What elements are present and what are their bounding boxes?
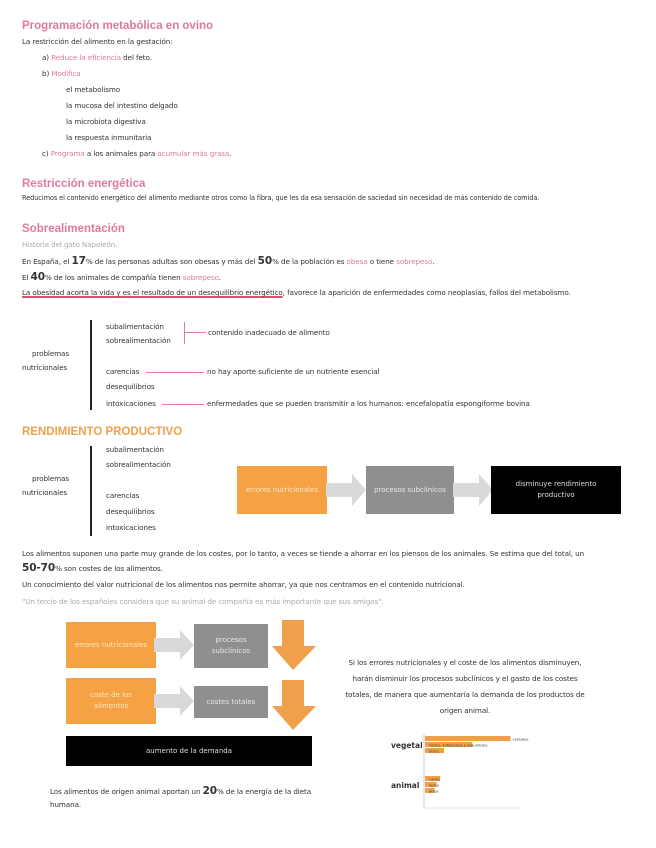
bar-cereales xyxy=(425,736,511,741)
paragraph-2: Un conocimiento del valor nutricional de los alimentos nos permite ahorrar, ya que nos centramos en el contenido nutricional. xyxy=(22,580,465,589)
pink-connector xyxy=(162,404,204,405)
prefix: c) xyxy=(42,149,51,158)
prefix: a) xyxy=(42,53,52,62)
number: 50-70 xyxy=(22,562,56,574)
arrow-right-icon xyxy=(154,684,196,718)
stat-line-2 xyxy=(22,271,221,283)
arrow-down-icon xyxy=(272,620,316,670)
footer-line-1 xyxy=(50,785,311,797)
txt: % de la energía de la dieta xyxy=(217,787,312,796)
bar-label-cereales: cereales xyxy=(512,736,529,742)
number: 50 xyxy=(257,255,273,267)
arrow-right-icon xyxy=(154,628,196,662)
txt: % de la población es xyxy=(272,257,347,266)
term: sobrealimentación xyxy=(106,460,171,469)
bracket-bar xyxy=(90,320,92,410)
energy-chart xyxy=(380,730,550,820)
sub-item: la microbiota digestiva xyxy=(66,117,146,126)
desc: no hay aporte suficiente de un nutriente esencial xyxy=(207,367,380,376)
number: 40 xyxy=(30,271,45,283)
intro-text: La restricción del alimento en la gestación: xyxy=(22,37,173,46)
flow-box-procesos: procesos subclínicos xyxy=(194,624,268,668)
stat-line-3 xyxy=(22,288,571,297)
txt: o tiene xyxy=(367,257,397,266)
sub-item: la respuesta inmunitaria xyxy=(66,133,152,142)
flow-box-procesos: procesos subclínicos xyxy=(366,466,454,514)
flow-box-coste: coste de los alimentos xyxy=(66,678,156,724)
highlight: Modifica xyxy=(51,69,81,78)
left-label: nutricionales xyxy=(22,488,68,497)
txt: % son costes de los alimentos. xyxy=(55,564,163,573)
txt: El xyxy=(22,273,31,282)
prefix: b) xyxy=(42,69,52,78)
arrow-right-icon xyxy=(326,472,368,508)
txt: . xyxy=(432,257,435,266)
section-title-sobrealimentacion: Sobrealimentación xyxy=(22,223,125,235)
paragraph-1a: Los alimentos suponen una parte muy grande de los costes, por lo tanto, a veces se tiende a ahorrar en los piensos de los animales. Se estima que del total, un xyxy=(22,549,585,558)
term: desequilibrios xyxy=(106,382,155,391)
subtitle-napoleon: Historia del gato Napoleón. xyxy=(22,240,118,249)
term: intoxicaciones xyxy=(106,399,156,408)
pink-connector xyxy=(146,372,204,373)
list-item-c xyxy=(42,149,231,158)
stat-line-1 xyxy=(22,255,434,267)
restriccion-text: Reducimos el contenido energético del alimento mediante otros como la fibra, que les da esa sensación de saciedad sin necesidad de más contenido de comida. xyxy=(22,194,540,202)
footer-line-2: humana. xyxy=(50,800,82,809)
txt: % de las personas adultas son obesas y más del xyxy=(85,257,258,266)
rest: del feto. xyxy=(121,53,152,62)
highlight: obesa xyxy=(346,257,368,266)
flow-box-disminuye: disminuye rendimiento productivo xyxy=(491,466,621,514)
flow-box-errores: errores nutricionales xyxy=(237,466,327,514)
pink-connector xyxy=(184,332,206,333)
arrow-right-icon xyxy=(453,472,495,508)
term: carencias xyxy=(106,491,140,500)
term: subalimentación xyxy=(106,445,164,454)
bracket-bar xyxy=(90,446,92,536)
term: sobrealimentación xyxy=(106,336,171,345)
highlight: Programa xyxy=(50,149,85,158)
quote: "Un tercio de los españoles considera que su animal de compañía es más importante que sus amigos". xyxy=(22,597,384,606)
desc: contenido inadecuado de alimento xyxy=(208,328,330,337)
txt: Los alimentos de origen animal aportan un xyxy=(50,787,203,796)
mid: a los animales para xyxy=(84,149,158,158)
number: 20 xyxy=(202,785,218,797)
flow-box-demanda: aumento de la demanda xyxy=(66,736,312,766)
sub-item: la mucosa del intestino delgado xyxy=(66,101,178,110)
list-item-b xyxy=(42,69,81,78)
left-label: problemas xyxy=(32,349,69,358)
sub-item: el metabolismo xyxy=(66,85,121,94)
flow-box-costes-totales: costes totales xyxy=(194,686,268,718)
left-label: problemas xyxy=(32,474,69,483)
group-label-vegetal: vegetal xyxy=(391,741,423,750)
bar-label-carne: carne xyxy=(429,776,440,782)
txt: % de los animales de compañía tienen xyxy=(44,273,183,282)
txt: , favorece la aparición de enfermedades como neoplasias, fallos del metabolismo. xyxy=(282,288,571,297)
explain-line: harán disminuir los procesos subclínicos y el gasto de los costes xyxy=(352,674,578,683)
term: carencias xyxy=(106,367,140,376)
desc: enfermedades que se pueden transmitir a los humanos: encefalopatía espongiforme bovina xyxy=(207,399,530,408)
term: desequilibrios xyxy=(106,507,155,516)
txt: . xyxy=(218,273,221,282)
arrow-down-icon xyxy=(272,680,316,730)
section-title-rendimiento: RENDIMIENTO PRODUCTIVO xyxy=(22,426,183,438)
number: 17 xyxy=(71,255,86,267)
explain-line: origen animal. xyxy=(439,706,491,715)
explain-line: totales, de manera que aumentaría la demanda de los productos de xyxy=(345,690,585,699)
flow-box-errores: errores nutricionales xyxy=(66,622,156,668)
underlined-text: La obesidad acorta la vida y es el resultado de un desequilibrio energético xyxy=(22,288,283,297)
section-title-restriccion: Restricción energética xyxy=(22,178,146,190)
bar-label-otros-animal: otros xyxy=(429,788,439,794)
term: subalimentación xyxy=(106,322,164,331)
highlight: sobrepeso xyxy=(396,257,433,266)
highlight: acumular más grasa xyxy=(157,149,230,158)
explain-line: Si los errores nutricionales y el coste de los alimentos disminuyen, xyxy=(348,658,582,667)
section-title-programacion: Programación metabólica en ovino xyxy=(22,20,214,32)
end: . xyxy=(229,149,232,158)
highlight: sobrepeso xyxy=(182,273,219,282)
bar-label-leche: leche xyxy=(429,782,440,788)
pink-bracket xyxy=(184,322,185,344)
highlight: Reduce la eficiencia xyxy=(51,53,121,62)
bar-label-raices: raíces, tubérculos y legumbres xyxy=(429,742,488,748)
group-label-animal: animal xyxy=(391,781,420,790)
list-item-a xyxy=(42,53,152,62)
left-label: nutricionales xyxy=(22,363,68,372)
paragraph-1b xyxy=(22,562,163,574)
txt: En España, el xyxy=(22,257,72,266)
bar-label-otros-vegetal: otros xyxy=(429,748,439,754)
term: intoxicaciones xyxy=(106,523,156,532)
